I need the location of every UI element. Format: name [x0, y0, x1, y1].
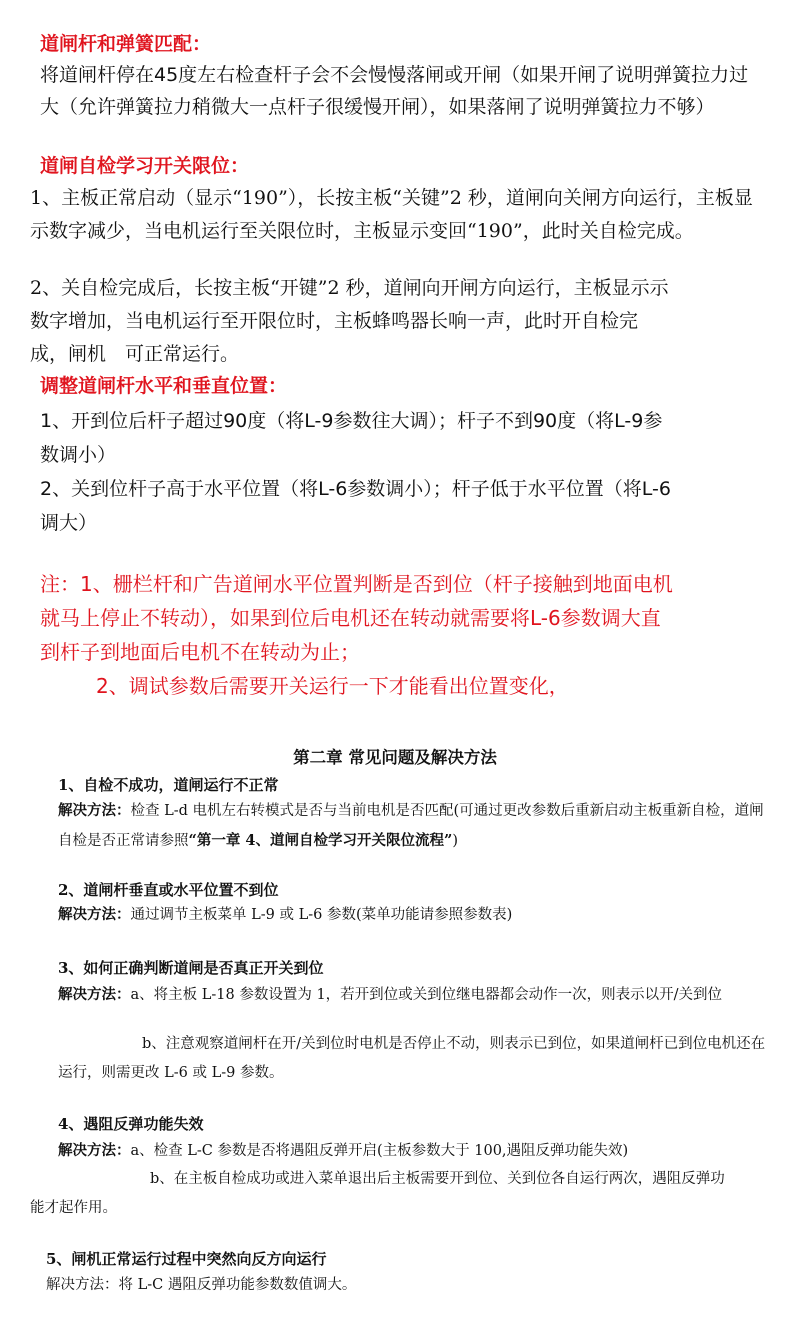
solution-label: 解决方法：	[58, 802, 131, 819]
heading-self-check-limit: 道闸自检学习开关限位：	[40, 155, 250, 177]
paragraph-close-self-check: 1、主板正常启动（显示“190”），长按主板“关键”2 秒，道闸向关闸方向运行，主板显示数字减少，当电机运行至关限位时，主板显示变回“190”，此时关自检完成。	[30, 187, 753, 242]
chapter-reference: “第一章 4、道闸自检学习开关限位流程”	[188, 832, 453, 849]
question-1-title: 1、自检不成功，道闸运行不正常	[58, 776, 279, 794]
solution-label: 解决方法：	[58, 906, 131, 923]
solution-label: 解决方法：	[58, 1142, 131, 1159]
paragraph-open-self-check: 2、关自检完成后，长按主板“开键”2 秒，道闸向开闸方向运行，主板显示示数字增加，当电机运行至开限位时，主板蜂鸣器长响一声，此时开自检完成，闸机 可正常运行。	[30, 277, 669, 365]
note-barrier-horizontal: 注：1、栅栏杆和广告道闸水平位置判断是否到位（杆子接触到地面电机就马上停止不转动），如果到位后电机还在转动就需要将L-6参数调大直到杆子到地面后电机不在转动为止；	[40, 572, 673, 664]
chapter-title: 第二章 常见问题及解决方法	[293, 748, 497, 767]
answer-text: 检查 L-d 电机左右转模式是否与当前电机是否匹配(可通过更改参数后重新启动主板重新自检，道闸自检是否正常请参照	[58, 803, 764, 849]
solution-label: 解决方法：	[58, 986, 131, 1003]
heading-adjust-position: 调整道闸杆水平和垂直位置：	[40, 375, 288, 397]
question-2-title: 2、道闸杆垂直或水平位置不到位	[58, 881, 279, 899]
question-4-title: 4、遇阻反弹功能失效	[58, 1115, 204, 1133]
paragraph-open-position-adjust: 1、开到位后杆子超过90度（将L-9参数往大调）；杆子不到90度（将L-9参数调小）	[40, 410, 663, 466]
question-4-answer-a	[58, 1136, 768, 1166]
answer-text: a、将主板 L-18 参数设置为 1，若开到位或关到位继电器都会动作一次，则表示以开/关到位	[130, 987, 723, 1003]
answer-tail: )	[452, 833, 458, 849]
question-3-answer-a	[58, 980, 768, 1010]
question-3-answer-b: b、注意观察道闸杆在开/关到位时电机是否停止不动，则表示已到位，如果道闸杆已到位电机还在运行，则需更改 L-6 或 L-9 参数。	[58, 1036, 766, 1081]
solution-label: 解决方法：	[46, 1277, 119, 1293]
note-debug-run: 2、调试参数后需要开关运行一下才能看出位置变化，	[96, 674, 569, 698]
answer-text: 通过调节主板菜单 L-9 或 L-6 参数(菜单功能请参照参数表)	[130, 907, 513, 923]
question-5-answer	[46, 1271, 756, 1300]
question-5-title: 5、闸机正常运行过程中突然向反方向运行	[46, 1250, 327, 1268]
question-4-answer-b: b、在主板自检成功或进入菜单退出后主板需要开到位、关到位各自运行两次，遇阻反弹功能才起作用。	[30, 1171, 725, 1216]
question-3-title: 3、如何正确判断道闸是否真正开关到位	[58, 959, 324, 977]
paragraph-close-position-adjust: 2、关到位杆子高于水平位置（将L-6参数调小）；杆子低于水平位置（将L-6调大）	[40, 478, 671, 534]
question-2-answer	[58, 900, 768, 930]
answer-text: a、检查 L-C 参数是否将遇阻反弹开启(主板参数大于 100,遇阻反弹功能失效)	[130, 1143, 629, 1159]
paragraph-gate-spring-match: 将道闸杆停在45度左右检查杆子会不会慢慢落闸或开闸（如果开闸了说明弹簧拉力过大（允许弹簧拉力稍微大一点杆子很缓慢开闸），如果落闸了说明弹簧拉力不够）	[40, 64, 749, 118]
question-1-answer	[58, 796, 768, 856]
heading-gate-spring-match: 道闸杆和弹簧匹配：	[40, 33, 212, 55]
answer-text: 将 L-C 遇阻反弹功能参数数值调大。	[118, 1277, 357, 1293]
